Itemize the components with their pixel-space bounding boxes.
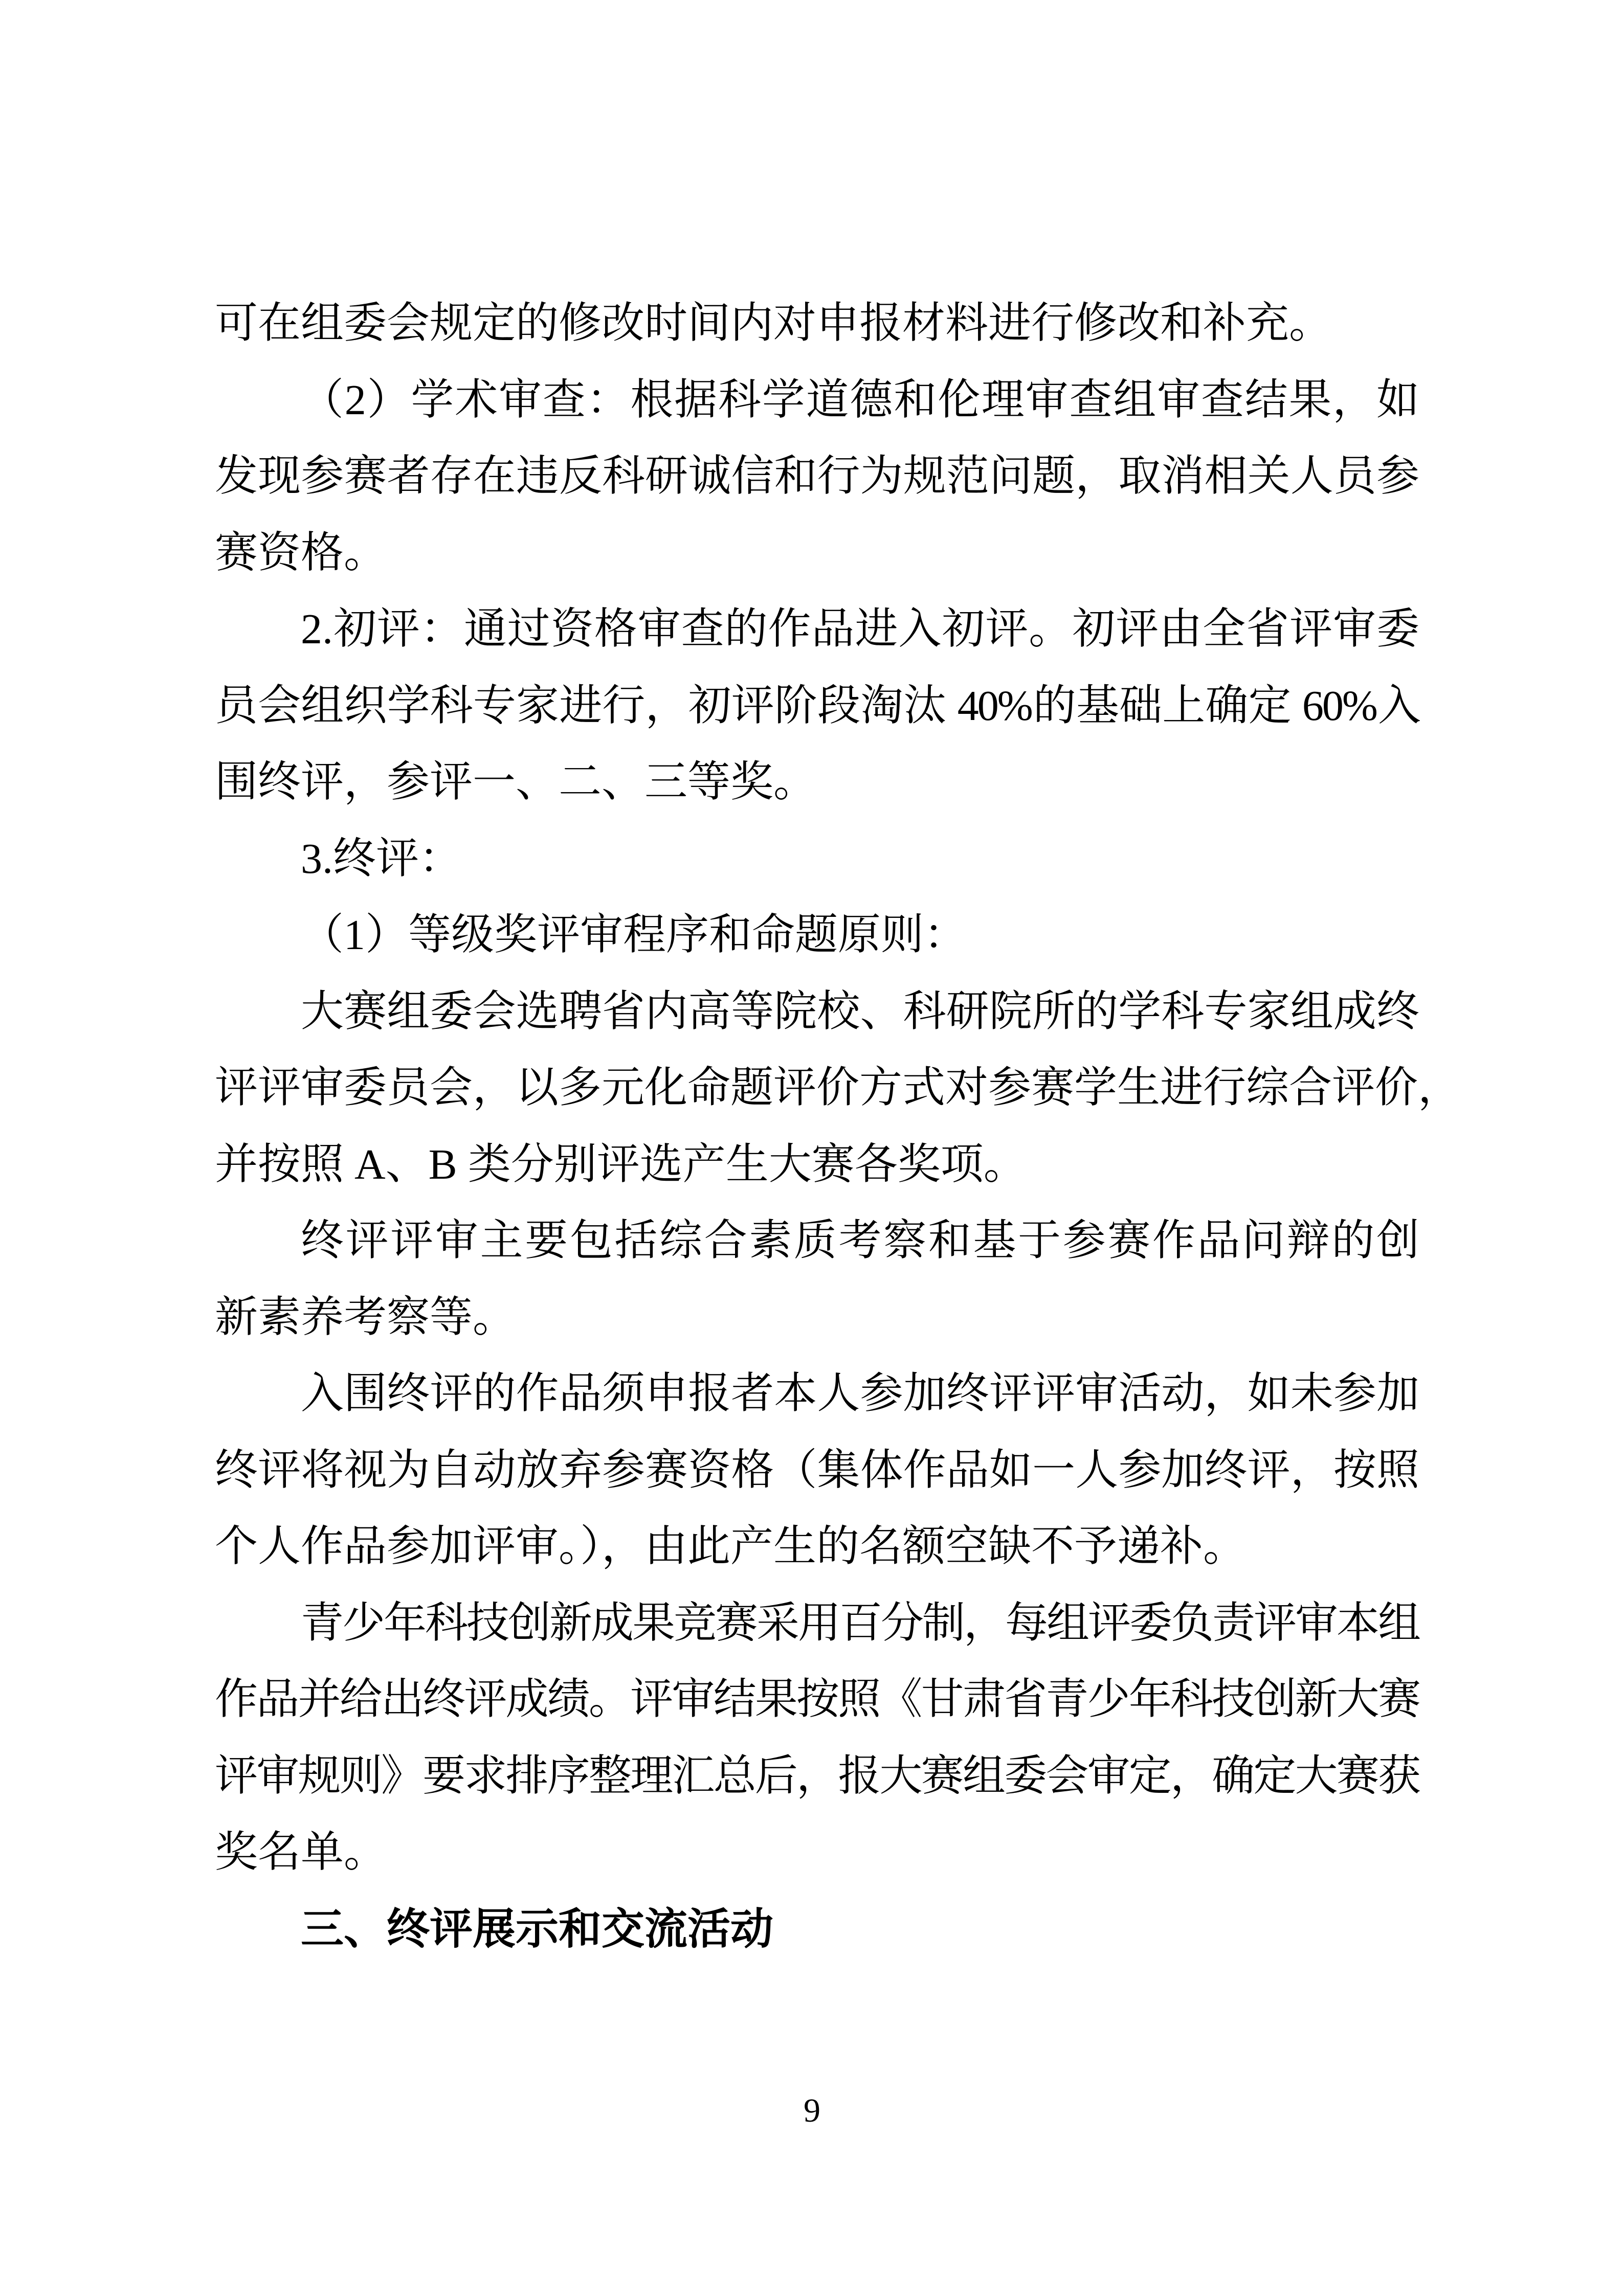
text-line: 个人作品参加评审。），由此产生的名额空缺不予递补。 xyxy=(215,1523,1247,1570)
text-line: 新素养考察等。 xyxy=(215,1293,516,1341)
text-line: 员会组织学科专家进行，初评阶段淘汰 40%的基础上确定 60%入 xyxy=(215,682,1419,730)
text-line: （1）等级奖评审程序和命题原则： xyxy=(301,911,967,959)
text-line: 2.初评：通过资格审查的作品进入初评。初评由全省评审委 xyxy=(301,605,1419,653)
text-line: 入围终评的作品须申报者本人参加终评评审活动，如未参加 xyxy=(301,1370,1419,1417)
section-heading: 三、终评展示和交流活动 xyxy=(301,1904,774,1953)
text-line: 发现参赛者存在违反科研诚信和行为规范问题，取消相关人员参 xyxy=(215,453,1419,500)
text-line: 围终评，参评一、二、三等奖。 xyxy=(215,758,817,806)
text-line: 青少年科技创新成果竞赛采用百分制，每组评委负责评审本组 xyxy=(301,1599,1420,1647)
text-line: 终评将视为自动放弃参赛资格（集体作品如一人参加终评，按照 xyxy=(215,1446,1419,1494)
text-line: 并按照 A、B 类分别评选产生大赛各奖项。 xyxy=(215,1140,1027,1188)
text-line: 大赛组委会选聘省内高等院校、科研院所的学科专家组成终 xyxy=(301,987,1419,1036)
text-line: 作品并给出终评成绩。评审结果按照《甘肃省青少年科技创新大赛 xyxy=(215,1676,1419,1723)
text-line: 赛资格。 xyxy=(215,529,387,577)
text-line: 评评审委员会，以多元化命题评价方式对参赛学生进行综合评价， xyxy=(215,1064,1461,1112)
text-line: 可在组委会规定的修改时间内对申报材料进行修改和补充。 xyxy=(215,300,1332,347)
page-number: 9 xyxy=(804,2092,820,2129)
text-line: （2）学术审查：根据科学道德和伦理审查组审查结果，如 xyxy=(301,376,1419,424)
document-body xyxy=(215,285,1461,1967)
text-line: 评审规则》要求排序整理汇总后，报大赛组委会审定，确定大赛获 xyxy=(215,1752,1419,1800)
text-line: 终评评审主要包括综合素质考察和基于参赛作品问辩的创 xyxy=(301,1217,1419,1265)
text-line: 奖名单。 xyxy=(215,1829,387,1876)
text-line: 3.终评： xyxy=(301,835,462,883)
